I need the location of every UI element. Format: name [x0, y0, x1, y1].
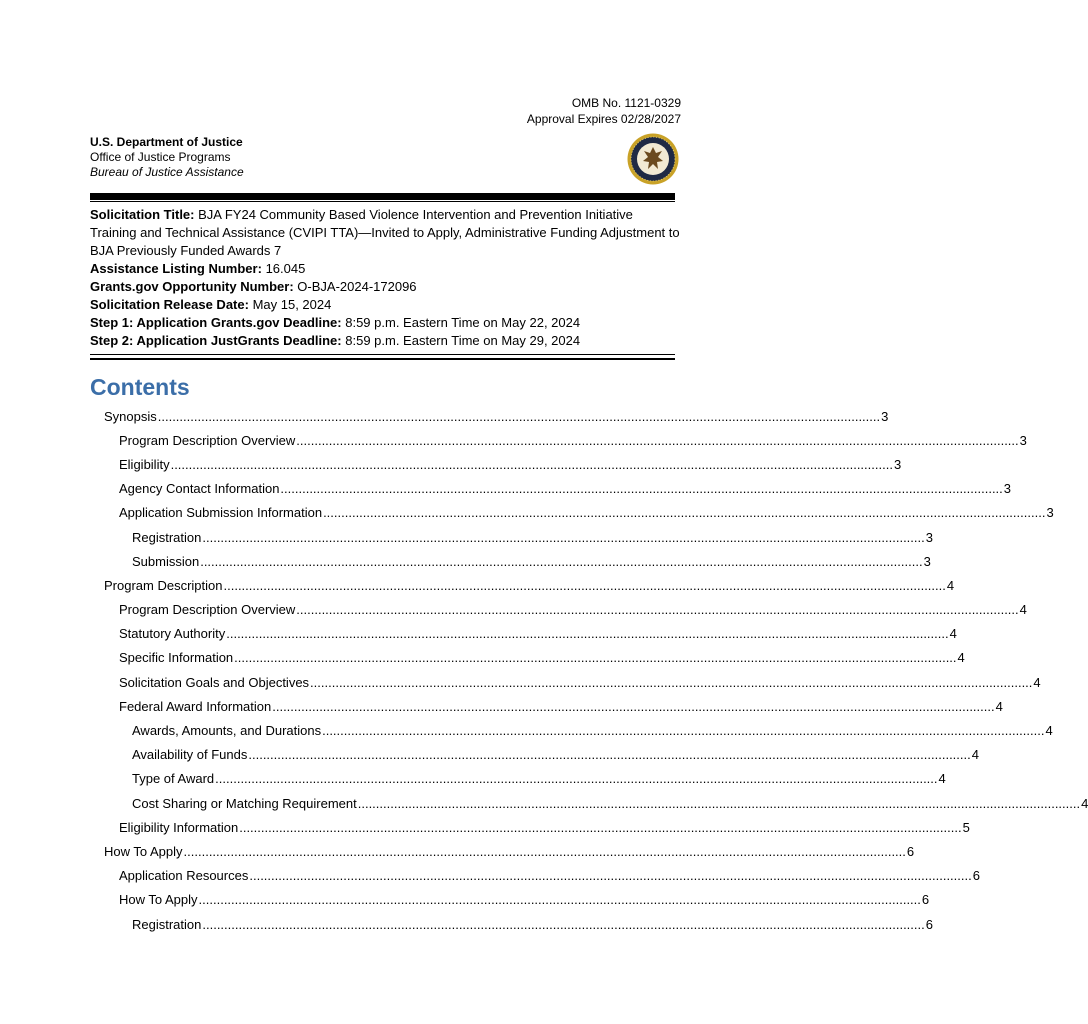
solicitation-info — [90, 206, 680, 350]
toc-entry[interactable] — [90, 815, 970, 839]
toc-entry-page[interactable]: 5 — [962, 819, 970, 835]
opportunity-number-label: Grants.gov Opportunity Number: — [90, 279, 294, 294]
toc-entry-label[interactable]: Type of Award — [132, 771, 215, 787]
release-date-line — [90, 296, 680, 314]
toc-entry-label[interactable]: Availability of Funds — [132, 747, 248, 763]
toc-entry-label[interactable]: How To Apply — [104, 843, 183, 859]
toc-entry-page[interactable]: 4 — [1045, 723, 1053, 739]
toc-entry-page[interactable]: 3 — [881, 408, 889, 424]
toc-leader-dots: ........................................................................................................................................................................................................ — [323, 505, 1046, 521]
toc-entry[interactable] — [90, 452, 902, 476]
bureau-name: Bureau of Justice Assistance — [90, 165, 244, 179]
toc-entry-page[interactable]: 6 — [972, 868, 980, 884]
toc-leader-dots: ........................................................................................................................................................................................................ — [296, 602, 1019, 618]
department-name: U.S. Department of Justice — [90, 135, 243, 149]
toc-entry-label[interactable]: Registration — [132, 529, 202, 545]
doj-seal-icon — [627, 133, 679, 185]
step2-deadline-value: 8:59 p.m. Eastern Time on May 29, 2024 — [345, 333, 581, 348]
table-of-contents — [90, 404, 1088, 936]
toc-entry-label[interactable]: Synopsis — [104, 408, 157, 424]
toc-entry-page[interactable]: 4 — [1081, 795, 1088, 811]
toc-leader-dots: ........................................................................................................................................................................................................ — [200, 553, 923, 569]
toc-entry-label[interactable]: Federal Award Information — [119, 698, 272, 714]
toc-entry-label[interactable]: Program Description Overview — [119, 432, 296, 448]
opportunity-number-line — [90, 278, 680, 296]
toc-entry-page[interactable]: 4 — [995, 698, 1003, 714]
toc-entry-label[interactable]: Specific Information — [119, 650, 234, 666]
toc-entry[interactable] — [90, 598, 1027, 622]
toc-entry[interactable] — [90, 670, 1041, 694]
assistance-listing-line — [90, 260, 680, 278]
toc-entry[interactable] — [90, 622, 957, 646]
toc-leader-dots: ........................................................................................................................................................................................................ — [310, 674, 1033, 690]
toc-entry-label[interactable]: Eligibility Information — [119, 819, 239, 835]
toc-entry-page[interactable]: 6 — [921, 892, 930, 908]
release-date-label: Solicitation Release Date: — [90, 297, 249, 312]
toc-entry-page[interactable]: 4 — [949, 626, 957, 642]
toc-leader-dots: ........................................................................................................................................................................................................ — [202, 916, 925, 932]
toc-entry-page[interactable]: 3 — [923, 553, 931, 569]
contents-heading: Contents — [90, 374, 190, 400]
toc-leader-dots: ........................................................................................................................................................................................................ — [202, 529, 925, 545]
toc-entry-label[interactable]: Solicitation Goals and Objectives — [119, 674, 310, 690]
toc-entry-page[interactable]: 4 — [946, 577, 955, 593]
toc-entry-page[interactable]: 4 — [957, 650, 965, 666]
toc-entry-page[interactable]: 3 — [925, 529, 933, 545]
toc-entry[interactable] — [90, 477, 1012, 501]
toc-entry-label[interactable]: Registration — [132, 916, 202, 932]
omb-number: OMB No. 1121-0329 — [571, 96, 681, 110]
toc-entry[interactable] — [90, 718, 1053, 742]
agency-block — [90, 135, 244, 180]
toc-entry[interactable] — [90, 404, 889, 428]
toc-entry-page[interactable]: 4 — [938, 771, 946, 787]
toc-leader-dots: ........................................................................................................................................................................................................ — [272, 698, 995, 714]
toc-entry[interactable] — [90, 864, 980, 888]
toc-entry[interactable] — [90, 549, 931, 573]
toc-entry-page[interactable]: 4 — [971, 747, 979, 763]
toc-leader-dots: ........................................................................................................................................................................................................ — [280, 481, 1003, 497]
toc-entry-label[interactable]: How To Apply — [119, 892, 198, 908]
toc-entry-page[interactable]: 3 — [1019, 432, 1027, 448]
section-rule-bottom — [90, 358, 675, 360]
toc-entry-page[interactable]: 3 — [1003, 481, 1012, 497]
toc-entry-label[interactable]: Cost Sharing or Matching Requirement — [132, 795, 357, 811]
toc-entry[interactable] — [90, 525, 933, 549]
solicitation-title-line — [90, 206, 680, 260]
toc-entry[interactable] — [90, 791, 1088, 815]
approval-expires: Approval Expires 02/28/2027 — [526, 112, 681, 126]
toc-entry[interactable] — [90, 767, 946, 791]
toc-entry[interactable] — [90, 573, 955, 597]
toc-entry-page[interactable]: 3 — [1046, 505, 1054, 521]
toc-leader-dots: ........................................................................................................................................................................................................ — [223, 577, 946, 593]
toc-entry-label[interactable]: Agency Contact Information — [119, 481, 280, 497]
toc-entry-page[interactable]: 4 — [1033, 674, 1041, 690]
toc-entry-label[interactable]: Program Description — [104, 577, 223, 593]
toc-entry-label[interactable]: Application Submission Information — [119, 505, 323, 521]
toc-leader-dots: ........................................................................................................................................................................................................ — [239, 819, 962, 835]
toc-entry-label[interactable]: Awards, Amounts, and Durations — [132, 723, 322, 739]
toc-leader-dots: ........................................................................................................................................................................................................ — [248, 747, 971, 763]
section-rule-top — [90, 354, 675, 355]
toc-leader-dots: ........................................................................................................................................................................................................ — [357, 795, 1081, 811]
toc-entry[interactable] — [90, 501, 1054, 525]
step2-deadline-label: Step 2: Application JustGrants Deadline: — [90, 333, 342, 348]
header-rule-thick — [90, 193, 675, 200]
toc-leader-dots: ........................................................................................................................................................................................................ — [170, 456, 893, 472]
toc-entry[interactable] — [90, 428, 1027, 452]
toc-leader-dots: ........................................................................................................................................................................................................ — [322, 723, 1045, 739]
solicitation-title-value: BJA FY24 Community Based Violence Intervention and Prevention Initiative Training and Technical Assistance (CVIPI TTA)—Invited to Apply, Administrative Funding Adjustment to BJA Previously Funded Awards 7 — [90, 207, 680, 258]
toc-entry[interactable] — [90, 646, 965, 670]
office-name: Office of Justice Programs — [90, 150, 231, 164]
step2-deadline-line — [90, 332, 680, 350]
toc-entry-label[interactable]: Submission — [132, 553, 200, 569]
toc-entry[interactable] — [90, 743, 979, 767]
toc-entry-label[interactable]: Eligibility — [119, 456, 170, 472]
toc-leader-dots: ........................................................................................................................................................................................................ — [234, 650, 957, 666]
toc-leader-dots: ........................................................................................................................................................................................................ — [249, 868, 972, 884]
toc-entry-label[interactable]: Application Resources — [119, 868, 249, 884]
header-rule-thin — [90, 201, 675, 202]
omb-block — [527, 95, 681, 127]
toc-entry[interactable] — [90, 912, 933, 936]
toc-leader-dots: ........................................................................................................................................................................................................ — [296, 432, 1019, 448]
step1-deadline-label: Step 1: Application Grants.gov Deadline: — [90, 315, 342, 330]
release-date-value: May 15, 2024 — [252, 297, 332, 312]
step1-deadline-line — [90, 314, 680, 332]
solicitation-title-label: Solicitation Title: — [90, 207, 195, 222]
step1-deadline-value: 8:59 p.m. Eastern Time on May 22, 2024 — [345, 315, 581, 330]
toc-leader-dots: ........................................................................................................................................................................................................ — [198, 892, 921, 908]
assistance-listing-label: Assistance Listing Number: — [90, 261, 262, 276]
toc-leader-dots: ........................................................................................................................................................................................................ — [226, 626, 949, 642]
toc-entry-page[interactable]: 3 — [893, 456, 902, 472]
assistance-listing-value: 16.045 — [265, 261, 306, 276]
toc-entry-page[interactable]: 6 — [925, 916, 933, 932]
toc-leader-dots: ........................................................................................................................................................................................................ — [215, 771, 938, 787]
toc-entry-label[interactable]: Program Description Overview — [119, 602, 296, 618]
toc-entry-page[interactable]: 4 — [1019, 602, 1027, 618]
toc-entry-label[interactable]: Statutory Authority — [119, 626, 226, 642]
opportunity-number-value: O-BJA-2024-172096 — [297, 279, 417, 294]
toc-entry[interactable] — [90, 694, 1003, 718]
toc-entry[interactable] — [90, 839, 915, 863]
toc-leader-dots: ........................................................................................................................................................................................................ — [157, 408, 881, 424]
toc-leader-dots: ........................................................................................................................................................................................................ — [183, 843, 906, 859]
toc-entry-page[interactable]: 6 — [906, 843, 915, 859]
toc-entry[interactable] — [90, 888, 930, 912]
